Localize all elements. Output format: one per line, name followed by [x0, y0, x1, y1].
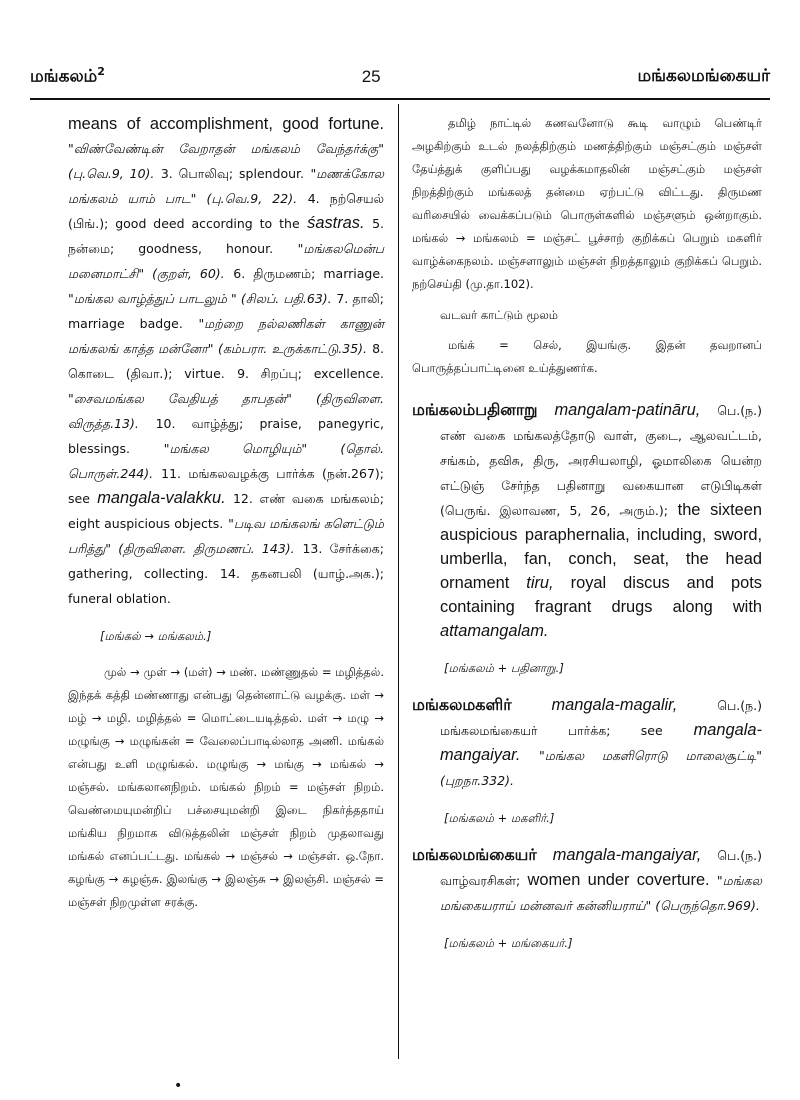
- quotation: "சைவமங்கல வேதியத் தாபதன்" (திருவிளை. விருத்த.13).: [68, 391, 384, 431]
- note-paragraph: முல் → முள் → (மள்) → மண். மண்ணுதல் = மழித்தல். இந்தக் கத்தி மண்ணாது என்பது தென்னாட்டு வழக்கு. மள் → மழ் → மழி. மழித்தல் = மொட்டையடித்தல். மள் → மழு → மழுங்கு → மழுங்கன் = வேலைப்பாடில்லாத அணி. மங்கல் என்பது உளி மழுங்கல். மழுங்கு → மங்கு → மங்கல் → மஞ்சல். மங்கலானநிறம். மங்கல் நிறம் = மஞ்சள் நிறம். வெண்மையுமன்றிப் பச்சையுமன்றி இடை நிகர்த்ததாய் மங்கிய நிறமாக விடுத்தலின் மஞ்சள் நிறம் முதலாவது மங்கல் எனப்பட்டது. மங்கல் → மஞ்சல் → மஞ்சள். ஒ.நோ. கழங்கு → கழஞ்சு. இலங்கு → இலஞ்சு → இலஞ்சி. மஞ்சல் = மஞ்சள் நிறமுள்ள சரக்கு.: [68, 665, 384, 909]
- quotation: "மங்கல மங்கையராய் மன்னவர் கன்னியராய்" (பெருந்தொ.969).: [440, 873, 763, 913]
- page-header: [30, 62, 770, 92]
- cross-reference: mangala-mangaiyar.: [440, 721, 762, 764]
- sense-text: 11. மங்கலவழக்கு பார்க்க (நன்.267); see: [68, 466, 384, 506]
- sense-text: 5. நன்மை; goodness, honour.: [68, 216, 384, 256]
- sense-text: 10. வாழ்த்து; praise, panegyric, blessings.: [68, 416, 384, 456]
- stray-mark: •: [174, 1078, 183, 1094]
- definition-english: the sixteen auspicious paraphernalia, including, sword, umberlla, fan, conch, seat, the head ornament: [440, 501, 763, 592]
- dictionary-entry: [412, 398, 762, 643]
- sense-text: śastras.: [307, 214, 365, 232]
- transliteration: mangala-magalir,: [551, 696, 678, 714]
- transliteration: attamangalam.: [440, 622, 549, 640]
- etymology: [மங்கலம் + மகளிர்.]: [444, 811, 555, 825]
- cross-reference: mangala-valakku.: [97, 489, 226, 507]
- header-left-guideword: [30, 65, 105, 89]
- right-column: [412, 112, 762, 968]
- sense-text: 13. சேர்க்கை; gathering, collecting.: [68, 541, 384, 581]
- quotation: "மங்கல வாழ்த்துப் பாடலும் " (சிலப். பதி.63).: [68, 291, 332, 306]
- sense-text: 7. தாலி; marriage badge.: [68, 291, 384, 331]
- quotation: "மணக்கோல மங்கலம் யாம் பாட" (பு.வெ.9, 22).: [68, 166, 384, 206]
- quotation: "மற்றை நல்லணிகள் காணுன் மங்கலங் காத்த மன்னோ" (கம்பரா. உருக்காட்டு.35).: [68, 316, 384, 356]
- entry-continuation: [68, 112, 384, 611]
- etymology: [மங்கலம் + மங்கையர்.]: [444, 936, 573, 950]
- page-number: 25: [361, 67, 381, 86]
- sense-text: 3. பொலிவு; splendour.: [160, 166, 305, 181]
- etymology: [மங்கலம் + பதினாறு.]: [444, 661, 564, 675]
- etymology: [மங்கல் → மங்கலம்.]: [100, 629, 212, 643]
- transliteration: mangala-mangaiyar,: [552, 846, 702, 864]
- quotation: "மங்கலமென்ப மனைமாட்சி" (குறள், 60).: [68, 241, 384, 281]
- column-divider: [398, 104, 399, 1059]
- dictionary-entry: [412, 843, 762, 918]
- note-paragraph: மங்க் = செல், இயங்கு. இதன் தவறானப் பொருத்தப்பாட்டினை உய்த்துணர்க.: [412, 338, 762, 375]
- transliteration: mangalam-patināru,: [554, 401, 701, 419]
- headword: மங்கலமங்கையர்: [412, 845, 537, 864]
- quotation: "படிவ மங்கலங் களெட்டும் பரித்து" (திருவிளை. திருமணப். 143).: [68, 516, 384, 556]
- quotation: "விண்வேண்டின் வேறாதன் மங்கலம் வேந்தர்க்கு" (பு.வெ.9, 10).: [68, 141, 384, 181]
- dictionary-entry: [412, 693, 762, 793]
- headword: மங்கலமகளிர்: [412, 695, 512, 714]
- definition-english: women under coverture.: [527, 871, 710, 889]
- left-column: [68, 112, 384, 914]
- etymology-note: [412, 112, 762, 296]
- transliteration: tiru,: [526, 574, 554, 592]
- header-rule: [30, 98, 770, 100]
- etymology-note: [68, 661, 384, 914]
- definition-english: royal discus and pots containing fragrant drugs along with: [440, 574, 763, 616]
- definition-tamil: பெ.(ந.) மங்கலமங்கையர் பார்க்க; see: [440, 698, 762, 738]
- quotation: "மங்கல மகளிரொடு மாலைசூட்டி" (புறநா.332).: [440, 748, 762, 788]
- quotation: "மங்கல மொழியும்" (தொல். பொருள்.244).: [68, 441, 384, 481]
- sense-text: 14. தகனபலி (யாழ்.அக.); funeral oblation.: [68, 566, 384, 606]
- definition-tamil: பெ.(ந.) வாழ்வரசிகள்;: [440, 848, 762, 888]
- sense-text: 6. திருமணம்; marriage.: [233, 266, 384, 281]
- guideword-text: மங்கலம்: [30, 66, 98, 87]
- definition-tamil: பெ.(ந.) எண் வகை மங்கலத்தோடு வாள், குடை, ஆலவட்டம், சங்கம், தவிசு, திரு, அரசியலாழி, ஓமாலிகை யென்ற எட்டுஞ் சேர்ந்த பதினாறு வகையான எடுபிடிகள் (பெருங். இலாவண, 5, 26, அரும்.);: [440, 403, 762, 518]
- subsection-heading: வடவர் காட்டும் மூலம்: [440, 308, 559, 322]
- sense-text: means of accomplishment, good fortune.: [68, 115, 384, 133]
- sense-text: 8. கொடை (திவா.); virtue.: [68, 341, 384, 381]
- sense-text: 12. எண் வகை மங்கலம்; eight auspicious objects.: [68, 491, 384, 531]
- sense-text: 9. சிறப்பு; excellence.: [237, 366, 384, 381]
- sense-text: 4. நற்செயல் (பிங்.); good deed according to the: [68, 191, 384, 231]
- etymology-note: [412, 334, 762, 380]
- note-paragraph: தமிழ் நாட்டில் கணவனோடு கூடி வாழும் பெண்டிர் அழகிற்கும் உடல் நலத்திற்கும் மணத்திற்கும் மஞ்சட்கும் மஞ்சள் தேய்த்துக் குளிப்பது வழக்கமாதலின் மஞ்சட்கும் மஞ்சள் நிறத்திற்கும் மங்கலத் தன்மை ஏற்பட்டு விட்டது. திருமண வரிசையில் வைக்கப்படும் பொருள்களில் மஞ்சளும் ஒன்றாகும். மங்கல் → மங்கலம் = மஞ்சட் பூச்சாற் குறிக்கப் பெறும் மகளிர் வாழ்க்கைநலம். மஞ்சளாலும் மஞ்சள் நிறத்தாலும் குறிக்கப் பெறும். நற்செய்தி (மு.தா.102).: [412, 116, 762, 291]
- headword: மங்கலம்பதினாறு: [412, 400, 538, 419]
- header-right-guideword: மங்கலமங்கையர்: [637, 66, 770, 86]
- guideword-superscript: 2: [97, 65, 105, 79]
